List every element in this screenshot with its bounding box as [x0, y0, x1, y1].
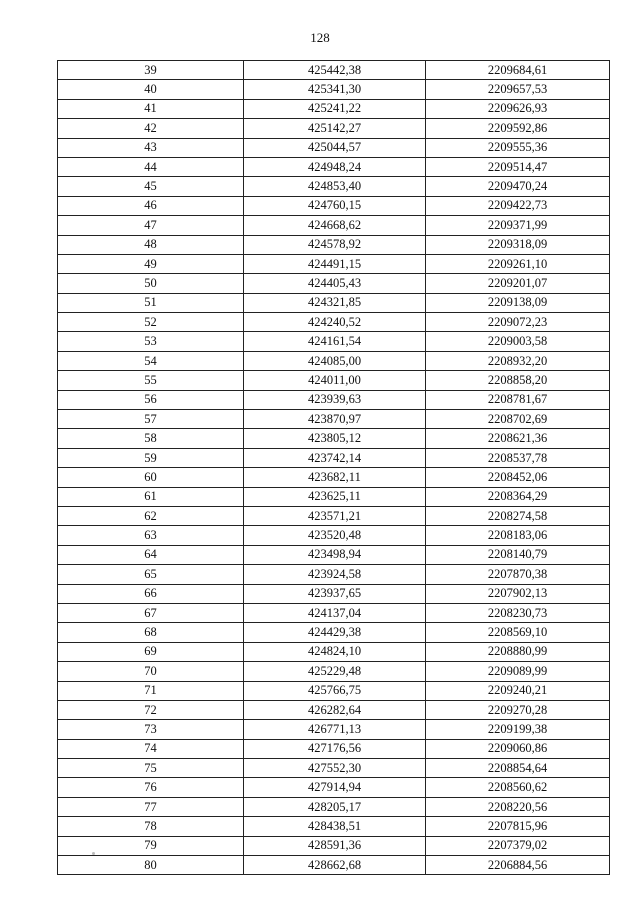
- point-number-cell: 60: [58, 468, 244, 487]
- x-coordinate-cell: 424405,43: [244, 274, 426, 293]
- point-number-cell: 71: [58, 681, 244, 700]
- point-number-cell: 80: [58, 856, 244, 875]
- y-coordinate-cell: 2208364,29: [426, 487, 610, 506]
- y-coordinate-cell: 2207870,38: [426, 565, 610, 584]
- table-row: [58, 526, 610, 545]
- scan-speck: [92, 852, 95, 855]
- table-row: [58, 487, 610, 506]
- x-coordinate-cell: 425442,38: [244, 61, 426, 80]
- y-coordinate-cell: 2209657,53: [426, 80, 610, 99]
- point-number-cell: 63: [58, 526, 244, 545]
- table-row: [58, 351, 610, 370]
- table-row: [58, 177, 610, 196]
- x-coordinate-cell: 423870,97: [244, 410, 426, 429]
- table-row: [58, 642, 610, 661]
- table-row: [58, 80, 610, 99]
- table-row: [58, 759, 610, 778]
- y-coordinate-cell: 2208854,64: [426, 759, 610, 778]
- table-row: [58, 429, 610, 448]
- point-number-cell: 45: [58, 177, 244, 196]
- y-coordinate-cell: 2208452,06: [426, 468, 610, 487]
- table-row: [58, 119, 610, 138]
- table-row: [58, 390, 610, 409]
- x-coordinate-cell: 424948,24: [244, 157, 426, 176]
- y-coordinate-cell: 2209261,10: [426, 254, 610, 273]
- table-row: [58, 856, 610, 875]
- x-coordinate-cell: 427176,56: [244, 739, 426, 758]
- table-row: [58, 293, 610, 312]
- x-coordinate-cell: 423939,63: [244, 390, 426, 409]
- y-coordinate-cell: 2208569,10: [426, 623, 610, 642]
- x-coordinate-cell: 423520,48: [244, 526, 426, 545]
- x-coordinate-cell: 427914,94: [244, 778, 426, 797]
- coordinates-table-body: [58, 61, 610, 875]
- table-row: [58, 216, 610, 235]
- y-coordinate-cell: 2209422,73: [426, 196, 610, 215]
- y-coordinate-cell: 2209555,36: [426, 138, 610, 157]
- table-row: [58, 603, 610, 622]
- point-number-cell: 73: [58, 720, 244, 739]
- x-coordinate-cell: 425044,57: [244, 138, 426, 157]
- x-coordinate-cell: 426282,64: [244, 700, 426, 719]
- x-coordinate-cell: 428205,17: [244, 797, 426, 816]
- coordinates-table: [57, 60, 610, 875]
- y-coordinate-cell: 2209318,09: [426, 235, 610, 254]
- point-number-cell: 76: [58, 778, 244, 797]
- point-number-cell: 50: [58, 274, 244, 293]
- point-number-cell: 69: [58, 642, 244, 661]
- table-row: [58, 836, 610, 855]
- point-number-cell: 56: [58, 390, 244, 409]
- x-coordinate-cell: 425766,75: [244, 681, 426, 700]
- point-number-cell: 43: [58, 138, 244, 157]
- point-number-cell: 74: [58, 739, 244, 758]
- point-number-cell: 75: [58, 759, 244, 778]
- y-coordinate-cell: 2208932,20: [426, 351, 610, 370]
- y-coordinate-cell: 2208880,99: [426, 642, 610, 661]
- x-coordinate-cell: 424853,40: [244, 177, 426, 196]
- point-number-cell: 47: [58, 216, 244, 235]
- y-coordinate-cell: 2209684,61: [426, 61, 610, 80]
- table-row: [58, 313, 610, 332]
- y-coordinate-cell: 2209199,38: [426, 720, 610, 739]
- point-number-cell: 67: [58, 603, 244, 622]
- point-number-cell: 55: [58, 371, 244, 390]
- table-row: [58, 332, 610, 351]
- table-row: [58, 157, 610, 176]
- point-number-cell: 59: [58, 448, 244, 467]
- page-number: 128: [310, 30, 330, 45]
- table-row: [58, 545, 610, 564]
- table-row: [58, 817, 610, 836]
- y-coordinate-cell: 2209270,28: [426, 700, 610, 719]
- point-number-cell: 64: [58, 545, 244, 564]
- table-row: [58, 410, 610, 429]
- x-coordinate-cell: 423937,65: [244, 584, 426, 603]
- x-coordinate-cell: 424668,62: [244, 216, 426, 235]
- y-coordinate-cell: 2209072,23: [426, 313, 610, 332]
- x-coordinate-cell: 424085,00: [244, 351, 426, 370]
- y-coordinate-cell: 2206884,56: [426, 856, 610, 875]
- x-coordinate-cell: 424824,10: [244, 642, 426, 661]
- point-number-cell: 40: [58, 80, 244, 99]
- x-coordinate-cell: 426771,13: [244, 720, 426, 739]
- y-coordinate-cell: 2208537,78: [426, 448, 610, 467]
- y-coordinate-cell: 2208183,06: [426, 526, 610, 545]
- table-row: [58, 371, 610, 390]
- point-number-cell: 41: [58, 99, 244, 118]
- y-coordinate-cell: 2207815,96: [426, 817, 610, 836]
- table-row: [58, 138, 610, 157]
- point-number-cell: 51: [58, 293, 244, 312]
- x-coordinate-cell: 424321,85: [244, 293, 426, 312]
- y-coordinate-cell: 2209003,58: [426, 332, 610, 351]
- x-coordinate-cell: 423498,94: [244, 545, 426, 564]
- table-row: [58, 797, 610, 816]
- x-coordinate-cell: 423924,58: [244, 565, 426, 584]
- y-coordinate-cell: 2209060,86: [426, 739, 610, 758]
- x-coordinate-cell: 423805,12: [244, 429, 426, 448]
- x-coordinate-cell: 423571,21: [244, 506, 426, 525]
- x-coordinate-cell: 424137,04: [244, 603, 426, 622]
- point-number-cell: 46: [58, 196, 244, 215]
- table-row: [58, 448, 610, 467]
- point-number-cell: 77: [58, 797, 244, 816]
- table-row: [58, 254, 610, 273]
- y-coordinate-cell: 2208702,69: [426, 410, 610, 429]
- table-row: [58, 681, 610, 700]
- y-coordinate-cell: 2209371,99: [426, 216, 610, 235]
- x-coordinate-cell: 428438,51: [244, 817, 426, 836]
- point-number-cell: 39: [58, 61, 244, 80]
- table-row: [58, 739, 610, 758]
- y-coordinate-cell: 2208140,79: [426, 545, 610, 564]
- point-number-cell: 52: [58, 313, 244, 332]
- point-number-cell: 72: [58, 700, 244, 719]
- x-coordinate-cell: 427552,30: [244, 759, 426, 778]
- point-number-cell: 42: [58, 119, 244, 138]
- y-coordinate-cell: 2209201,07: [426, 274, 610, 293]
- point-number-cell: 49: [58, 254, 244, 273]
- x-coordinate-cell: 424011,00: [244, 371, 426, 390]
- y-coordinate-cell: 2209089,99: [426, 662, 610, 681]
- point-number-cell: 66: [58, 584, 244, 603]
- table-row: [58, 720, 610, 739]
- table-row: [58, 662, 610, 681]
- table-row: [58, 99, 610, 118]
- point-number-cell: 54: [58, 351, 244, 370]
- table-row: [58, 700, 610, 719]
- y-coordinate-cell: 2209592,86: [426, 119, 610, 138]
- table-row: [58, 584, 610, 603]
- x-coordinate-cell: 423682,11: [244, 468, 426, 487]
- y-coordinate-cell: 2208781,67: [426, 390, 610, 409]
- x-coordinate-cell: 424578,92: [244, 235, 426, 254]
- y-coordinate-cell: 2208621,36: [426, 429, 610, 448]
- point-number-cell: 79: [58, 836, 244, 855]
- table-row: [58, 778, 610, 797]
- x-coordinate-cell: 424429,38: [244, 623, 426, 642]
- table-row: [58, 274, 610, 293]
- x-coordinate-cell: 423625,11: [244, 487, 426, 506]
- x-coordinate-cell: 424161,54: [244, 332, 426, 351]
- x-coordinate-cell: 424760,15: [244, 196, 426, 215]
- x-coordinate-cell: 428591,36: [244, 836, 426, 855]
- table-row: [58, 235, 610, 254]
- point-number-cell: 61: [58, 487, 244, 506]
- point-number-cell: 65: [58, 565, 244, 584]
- point-number-cell: 78: [58, 817, 244, 836]
- x-coordinate-cell: 423742,14: [244, 448, 426, 467]
- x-coordinate-cell: 425341,30: [244, 80, 426, 99]
- table-row: [58, 61, 610, 80]
- table-row: [58, 506, 610, 525]
- table-row: [58, 196, 610, 215]
- point-number-cell: 58: [58, 429, 244, 448]
- y-coordinate-cell: 2208220,56: [426, 797, 610, 816]
- y-coordinate-cell: 2209240,21: [426, 681, 610, 700]
- table-row: [58, 565, 610, 584]
- point-number-cell: 70: [58, 662, 244, 681]
- x-coordinate-cell: 425142,27: [244, 119, 426, 138]
- y-coordinate-cell: 2209626,93: [426, 99, 610, 118]
- y-coordinate-cell: 2209470,24: [426, 177, 610, 196]
- y-coordinate-cell: 2209138,09: [426, 293, 610, 312]
- y-coordinate-cell: 2208858,20: [426, 371, 610, 390]
- point-number-cell: 57: [58, 410, 244, 429]
- point-number-cell: 53: [58, 332, 244, 351]
- y-coordinate-cell: 2208230,73: [426, 603, 610, 622]
- point-number-cell: 44: [58, 157, 244, 176]
- table-row: [58, 623, 610, 642]
- x-coordinate-cell: 425229,48: [244, 662, 426, 681]
- x-coordinate-cell: 424240,52: [244, 313, 426, 332]
- y-coordinate-cell: 2209514,47: [426, 157, 610, 176]
- point-number-cell: 62: [58, 506, 244, 525]
- x-coordinate-cell: 428662,68: [244, 856, 426, 875]
- y-coordinate-cell: 2208560,62: [426, 778, 610, 797]
- x-coordinate-cell: 424491,15: [244, 254, 426, 273]
- y-coordinate-cell: 2207379,02: [426, 836, 610, 855]
- table-row: [58, 468, 610, 487]
- x-coordinate-cell: 425241,22: [244, 99, 426, 118]
- y-coordinate-cell: 2208274,58: [426, 506, 610, 525]
- y-coordinate-cell: 2207902,13: [426, 584, 610, 603]
- point-number-cell: 48: [58, 235, 244, 254]
- point-number-cell: 68: [58, 623, 244, 642]
